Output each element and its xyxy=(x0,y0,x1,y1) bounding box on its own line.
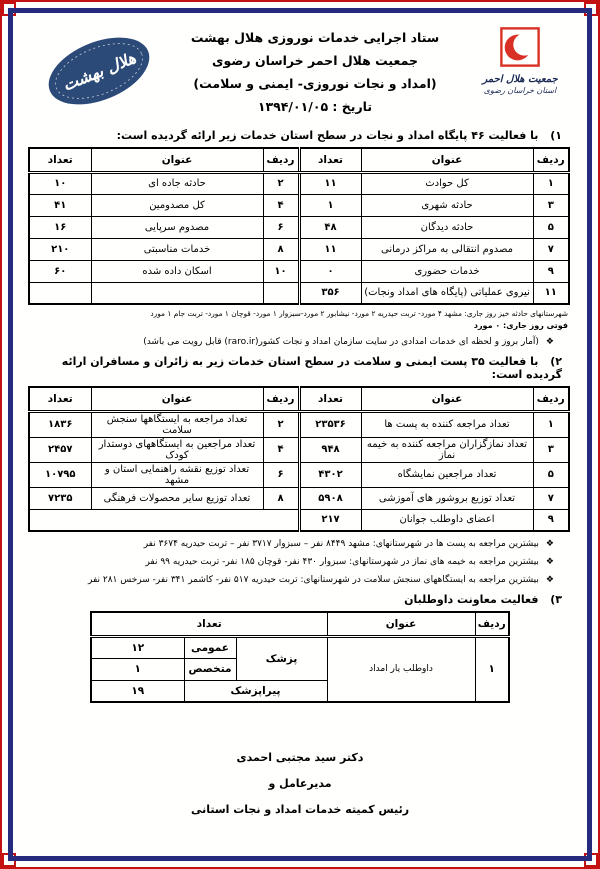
row-count-cell: ۱۰۷۹۵ xyxy=(29,462,91,487)
row-number-cell: ۱۰ xyxy=(263,260,299,282)
col-header-title: عنوان xyxy=(91,148,263,172)
row-count-cell: ۱۱ xyxy=(299,172,361,194)
row-title-cell: تعداد توزیع نقشه راهنمایی استان و مشهد xyxy=(91,462,263,487)
section1-heading-text: با فعالیت ۴۶ پایگاه امداد و نجات در سطح استان خدمات زیر ارائه گردیده است: xyxy=(116,129,539,142)
row-count-cell: ۱۸۳۶ xyxy=(29,411,91,437)
top-prayer-tents-note xyxy=(30,556,554,568)
row-title-cell: کل مصدومین xyxy=(91,194,263,216)
specialist-label-cell: متخصص xyxy=(184,658,236,680)
row-count-cell: ۴۱ xyxy=(29,194,91,216)
org-title-line2: جمعیت هلال احمر خراسان رضوی xyxy=(212,53,418,68)
col-header-count: تعداد xyxy=(29,148,91,172)
table-row xyxy=(29,238,569,260)
section3-heading-text: فعالیت معاونت داوطلبان xyxy=(404,593,539,606)
row-title-cell: حادثه جاده ای xyxy=(91,172,263,194)
section1-heading xyxy=(30,129,562,142)
general-count-cell: ۱۲ xyxy=(91,636,184,658)
top-posts-note xyxy=(30,538,554,550)
incident-cities-note: شهرستانهای حادثه خیز روز جاری: مشهد ۴ مورد- تربت حیدریه ۲ مورد- نیشابور ۲ مورد-سبزوار ۱ مورد- قوچان ۱ مورد- تربت جام ۱ مورد xyxy=(150,309,568,318)
col-header-count: تعداد xyxy=(299,148,361,172)
row-count-cell: ۷۲۳۵ xyxy=(29,487,91,509)
row-count-cell: ۳۵۶ xyxy=(299,282,361,304)
row-title-cell: اسکان داده شده xyxy=(91,260,263,282)
row-count-cell: ۶۰ xyxy=(29,260,91,282)
empty-merged-cell xyxy=(29,509,299,531)
row-count-cell: ۱۶ xyxy=(29,216,91,238)
volunteers-table xyxy=(90,611,510,703)
row-count-cell: ۹۴۸ xyxy=(299,437,361,462)
row-title-cell: حادثه شهری xyxy=(361,194,533,216)
col-header-rank: ردیف xyxy=(533,148,569,172)
table-header-row xyxy=(91,612,509,636)
red-crescent-icon xyxy=(499,26,541,68)
row-title-cell: تعداد مراجعه کننده به پست ها xyxy=(361,411,533,437)
table-header-row xyxy=(29,387,569,411)
row-number-cell: ۴ xyxy=(263,437,299,462)
raro-site-note xyxy=(30,336,554,348)
crescent-caption-province: استان خراسان رضوی xyxy=(483,86,557,95)
header-titles xyxy=(160,24,470,118)
row-count-cell: ۰ xyxy=(299,260,361,282)
row-title-cell xyxy=(91,282,263,304)
diamond-bullet-icon: ❖ xyxy=(545,575,554,585)
row-title-cell: نیروی عملیاتی (پایگاه های امداد ونجات) xyxy=(361,282,533,304)
row-count-cell: ۲۱۰ xyxy=(29,238,91,260)
table-row xyxy=(29,411,569,437)
row-number-cell: ۴ xyxy=(263,194,299,216)
row-number-cell: ۱ xyxy=(533,411,569,437)
row-title-cell: مصدوم سرپایی xyxy=(91,216,263,238)
section2-heading xyxy=(30,355,562,381)
top-posts-note-text: بیشترین مراجعه به پست ها در شهرستانهای: مشهد ۸۴۴۹ نفر – سبزوار ۳۷۱۷ نفر – تربت حیدریه ۳۶۷۴ نفر xyxy=(143,539,539,549)
corner-mark xyxy=(2,853,16,867)
table-row xyxy=(29,172,569,194)
row-title-cell: تعداد مراجعین نمایشگاه xyxy=(361,462,533,487)
row-title-cell: تعداد توزیع بروشور های آموزشی xyxy=(361,487,533,509)
table-row xyxy=(29,487,569,509)
col-header-count: تعداد xyxy=(299,387,361,411)
date-line: تاریخ : ۱۳۹۴/۰۱/۰۵ xyxy=(257,99,373,114)
paramedic-label-cell: پیراپزشک xyxy=(184,680,327,702)
stamp-logo-block xyxy=(30,24,160,118)
svg-text:هلال بهشت: هلال بهشت xyxy=(59,48,139,95)
row-count-cell: ۵۹۰۸ xyxy=(299,487,361,509)
row-number-cell: ۶ xyxy=(263,462,299,487)
row-number-cell: ۲ xyxy=(263,411,299,437)
row-number-cell: ۷ xyxy=(533,487,569,509)
row-title-cell: حادثه دیدگان xyxy=(361,216,533,238)
rescue-stats-table xyxy=(28,147,570,305)
document-content xyxy=(30,24,570,849)
row-title-cell: تعداد مراجعین به ایستگاههای دوستدار کودک xyxy=(91,437,263,462)
helal-behesht-stamp-icon xyxy=(38,24,160,118)
org-title-line3: (امداد و نجات نوروزی- ایمنی و سلامت) xyxy=(193,76,437,91)
col-header-title: عنوان xyxy=(361,148,533,172)
signature-block xyxy=(30,745,570,823)
row-number-cell: ۹ xyxy=(533,509,569,531)
col-header-rank: ردیف xyxy=(533,387,569,411)
row-count-cell: ۱۱ xyxy=(299,238,361,260)
row-title-cell: خدمات مناسبتی xyxy=(91,238,263,260)
signatory-title-line1: مدیرعامل و xyxy=(268,777,332,790)
section3-heading xyxy=(30,593,562,606)
row-number-cell: ۵ xyxy=(533,462,569,487)
document-header xyxy=(30,24,570,122)
row-count-cell xyxy=(29,282,91,304)
col-header-rank: ردیف xyxy=(263,387,299,411)
table-row xyxy=(29,509,569,531)
row-number-cell: ۱ xyxy=(475,636,509,702)
row-title-cell: کل حوادث xyxy=(361,172,533,194)
row-title-cell: تعداد نمازگزاران مراجعه کننده به خیمه نماز xyxy=(361,437,533,462)
row-count-cell: ۴۸ xyxy=(299,216,361,238)
red-crescent-logo-block xyxy=(470,24,570,95)
table-row xyxy=(29,194,569,216)
signatory-title-line2: رئیس کمیته خدمات امداد و نجات استانی xyxy=(190,803,410,816)
table-row xyxy=(29,216,569,238)
table-header-row xyxy=(29,148,569,172)
org-title-line1: ستاد اجرایی خدمات نوروزی هلال بهشت xyxy=(190,30,440,45)
row-title-cell: اعضای داوطلب جوانان xyxy=(361,509,533,531)
row-count-cell: ۲۴۵۷ xyxy=(29,437,91,462)
row-title-cell: داوطلب یار امداد xyxy=(327,636,475,702)
signatory-name: دکتر سید مجتبی احمدی xyxy=(236,751,364,764)
col-header-count: تعداد xyxy=(29,387,91,411)
diamond-bullet-icon: ❖ xyxy=(545,539,554,549)
row-number-cell: ۸ xyxy=(263,238,299,260)
row-count-cell: ۲۳۵۳۶ xyxy=(299,411,361,437)
diamond-bullet-icon: ❖ xyxy=(545,557,554,567)
row-number-cell: ۲ xyxy=(263,172,299,194)
raro-site-note-text: (آمار بروز و لحظه ای خدمات امدادی در سایت سازمان امداد و نجات کشور(raro.ir) قابل رویت می باشد) xyxy=(143,337,539,347)
row-number-cell: ۵ xyxy=(533,216,569,238)
row-count-cell: ۴۳۰۲ xyxy=(299,462,361,487)
table-row xyxy=(29,437,569,462)
diamond-bullet-icon: ❖ xyxy=(545,337,554,347)
row-count-cell: ۲۱۷ xyxy=(299,509,361,531)
table-row xyxy=(29,282,569,304)
corner-mark xyxy=(2,2,16,16)
col-header-title: عنوان xyxy=(91,387,263,411)
safety-health-table xyxy=(28,386,570,532)
physician-category-cell: پزشک xyxy=(236,636,327,680)
row-number-cell: ۱ xyxy=(533,172,569,194)
top-prayer-tents-note-text: بیشترین مراجعه به خیمه های نماز در شهرستانهای: سبزوار ۴۳۰ نفر- قوچان ۱۸۵ نفر- تربت حیدریه ۹۹ نفر xyxy=(145,557,539,567)
top-health-stations-note xyxy=(30,574,554,586)
paramedic-count-cell: ۱۹ xyxy=(91,680,184,702)
col-header-title: عنوان xyxy=(361,387,533,411)
table-row xyxy=(91,636,509,658)
col-header-title: عنوان xyxy=(327,612,475,636)
row-number-cell: ۹ xyxy=(533,260,569,282)
specialist-count-cell: ۱ xyxy=(91,658,184,680)
crescent-caption-society: جمعیت هلال احمر xyxy=(482,74,558,85)
row-number-cell: ۳ xyxy=(533,194,569,216)
section2-heading-text: با فعالیت ۳۵ پست ایمنی و سلامت در سطح استان خدمات زیر به زائران و مسافران ارائه گردیده است: xyxy=(61,355,562,381)
row-title-cell: خدمات حضوری xyxy=(361,260,533,282)
row-number-cell: ۷ xyxy=(533,238,569,260)
row-title-cell: تعداد مراجعه به ایستگاهها سنجش سلامت xyxy=(91,411,263,437)
row-title-cell: تعداد توزیع سایر محصولات فرهنگی xyxy=(91,487,263,509)
row-count-cell: ۱۰ xyxy=(29,172,91,194)
table-row xyxy=(29,260,569,282)
row-number-cell: ۳ xyxy=(533,437,569,462)
general-label-cell: عمومی xyxy=(184,636,236,658)
row-number-cell: ۱۱ xyxy=(533,282,569,304)
table-row xyxy=(29,462,569,487)
row-number-cell: ۸ xyxy=(263,487,299,509)
row-number-cell xyxy=(263,282,299,304)
fatalities-note: فوتی روز جاری: ۰ مورد xyxy=(473,321,568,330)
col-header-count: تعداد xyxy=(91,612,327,636)
row-number-cell: ۶ xyxy=(263,216,299,238)
col-header-rank: ردیف xyxy=(475,612,509,636)
row-count-cell: ۱ xyxy=(299,194,361,216)
corner-mark xyxy=(584,853,598,867)
corner-mark xyxy=(584,2,598,16)
section3-number: ۳) xyxy=(550,593,562,606)
top-health-stations-note-text: بیشترین مراجعه به ایستگاههای سنجش سلامت در شهرستانهای: تربت حیدریه ۵۱۷ نفر- کاشمر ۳۴۱ نفر- سرخس ۲۸۱ نفر xyxy=(88,575,539,585)
col-header-rank: ردیف xyxy=(263,148,299,172)
row-title-cell: مصدوم انتقالی به مراکز درمانی xyxy=(361,238,533,260)
section2-number: ۲) xyxy=(550,355,562,368)
section1-number: ۱) xyxy=(550,129,562,142)
